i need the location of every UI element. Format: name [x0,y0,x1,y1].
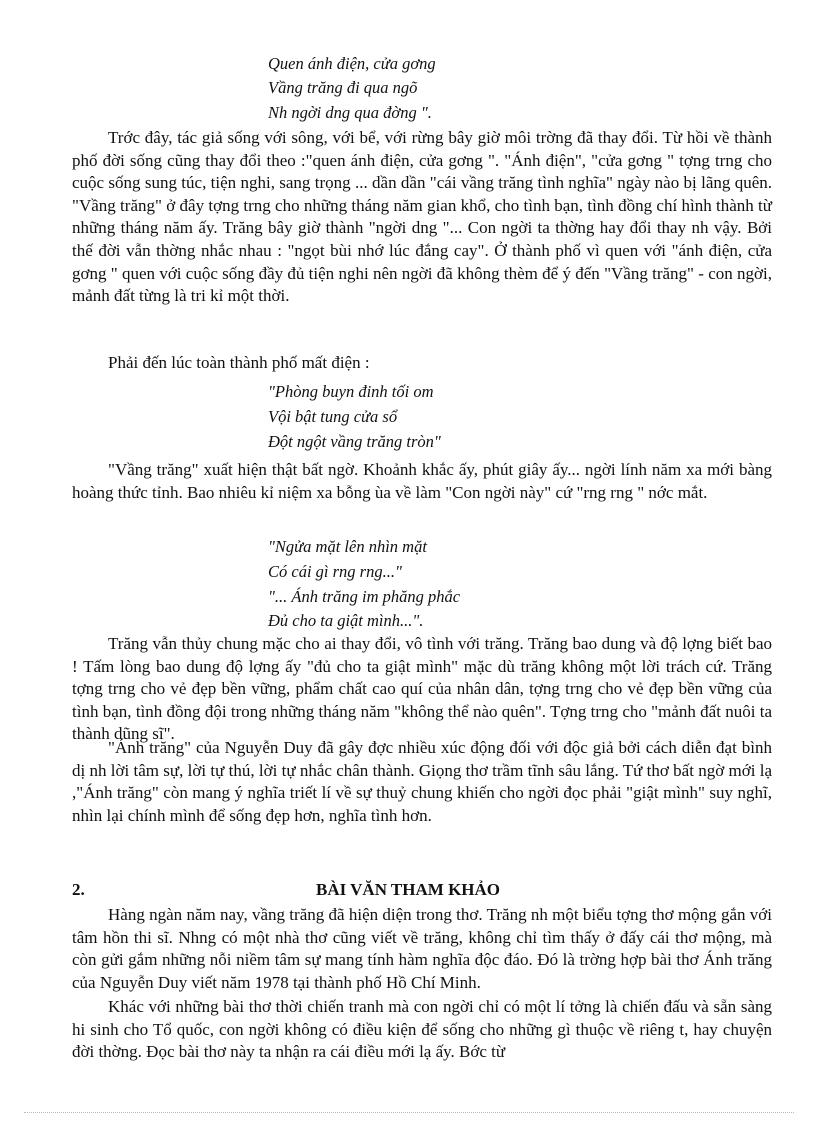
verse-line: "... Ánh trăng im phăng phắc [268,587,461,606]
section-number: 2. [72,880,85,899]
paragraph-analysis-2: "Vầng trăng" xuất hiện thật bất ngờ. Khoảnh khắc ấy, phút giây ấy... ngời lính năm xa mới bàng hoàng thức tỉnh. Bao nhiêu kỉ niệm xa bỗng ùa về làm "Con ngời này" cứ "rng rng " nớc mắt. [72,460,772,502]
page-bottom-rule [24,1112,794,1113]
paragraph-analysis-1: Trớc đây, tác giả sống với sông, với bể, với rừng bây giờ môi trờng đã thay đổi. Từ hồi về thành phố đời sống cũng thay đổi theo :"quen ánh điện, cửa gơng ". "Ánh điện", "cửa gơng " tợng trng cho cuộc sống sung túc, tiện nghi, sang trọng ... dần dần "cái vầng trăng tình nghĩa" ngày nào bị lãng quên. "Vầng trăng" ở đây tợng trng cho những tháng năm gian khổ, cho tình bạn, tình đồng chí hình thành từ những tháng năm ấy. Trăng bây giờ thành "ngời dng "... Con ngời ta thờng hay đổi thay nh vậy. Bởi thế đời vẫn thờng nhắc nhau : "ngọt bùi nhớ lúc đắng cay". Ở thành phố vì quen với "ánh điện, cửa gơng " quen với cuộc sống đầy đủ tiện nghi nên ngời đã không thèm để ý đến "Vầng trăng" - con ngời, mảnh đất từng là tri kỉ một thời. [72,128,772,306]
paragraph-analysis-4: "Ánh trăng" của Nguyễn Duy đã gây đợc nhiều xúc động đối với độc giả bởi cách diễn đạt bình dị nh lời tâm sự, lời tự thú, lời tự nhắc chân thành. Giọng thơ trầm tĩnh sâu lắng. Tứ thơ bất ngờ mới lạ ,"Ánh trăng" còn mang ý nghĩa triết lí về sự thuỷ chung khiến cho ngời đọc phải "giật mình" suy nghĩ, nhìn lại chính mình để sống đẹp hơn, nghĩa tình hơn. [72,738,772,825]
verse-line: Có cái gì rng rng..." [268,562,402,581]
verse-line: Quen ánh điện, cửa gơng [268,54,436,73]
verse-line: Đủ cho ta giật mình...". [268,611,424,630]
paragraph-analysis-3: Trăng vẫn thủy chung mặc cho ai thay đổi, vô tình với trăng. Trăng bao dung và độ lợng biết bao ! Tấm lòng bao dung độ lợng ấy "đủ cho ta giật mình" mặc dù trăng không một lời trách cứ. Trăng tợng trng cho vẻ đẹp bền vững, phẩm chất cao quí của nhân dân, tợng trng cho vẻ đẹp bền vững của tình bạn, tình đồng đội trong những tháng năm "không thể nào quên". Tợng trng cho "mảnh đất nuôi ta thành dũng sĩ". [72,634,772,744]
verse-line: Đột ngột vầng trăng tròn" [268,432,441,451]
paragraph-intro: Phải đến lúc toàn thành phố mất điện : [108,353,370,372]
section-title: BÀI VĂN THAM KHẢO [315,880,501,899]
paragraph-essay-1: Hàng ngàn năm nay, vầng trăng đã hiện diện trong thơ. Trăng nh một biểu tợng thơ mộng gắn với tâm hồn thi sĩ. Nhng có một nhà thơ cũng viết về trăng, không chỉ tìm thấy ở đấy cái thơ mộng, mà còn gửi gắm những nỗi niềm tâm sự mang tính hàm nghĩa độc đáo. Đó là trờng hợp bài thơ Ánh trăng của Nguyễn Duy viết năm 1978 tại thành phố Hồ Chí Minh. [72,905,772,992]
paragraph-essay-2: Khác với những bài thơ thời chiến tranh mà con ngời chỉ có một lí tởng là chiến đấu và sẵn sàng hi sinh cho Tổ quốc, con ngời không có điều kiện để sống cho những gì thuộc về riêng t, hay chuyện đời thờng. Đọc bài thơ này ta nhận ra cái điều mới lạ ấy. Bớc từ [72,997,772,1062]
verse-line: Vầng trăng đi qua ngõ [268,78,418,97]
verse-line: Nh ngời dng qua đờng ". [268,103,432,122]
verse-line: "Ngửa mặt lên nhìn mặt [268,537,427,556]
verse-line: "Phòng buyn đinh tối om [268,382,434,401]
verse-line: Vội bật tung cửa sổ [268,407,398,426]
